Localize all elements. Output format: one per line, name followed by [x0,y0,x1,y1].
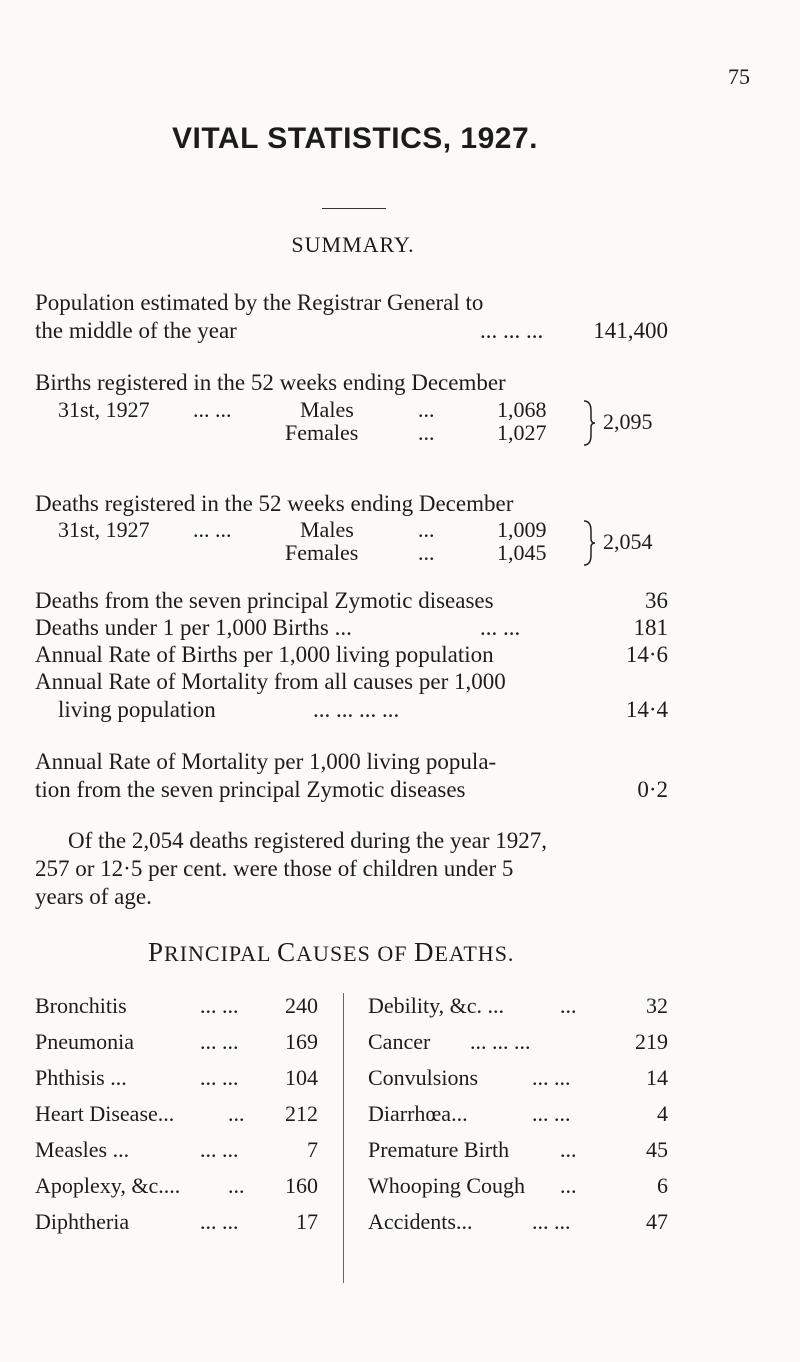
deaths-males-label: Males [300,517,354,542]
births-males-label: Males [300,397,354,422]
births-total: 2,095 [603,409,653,434]
births-line1: Births registered in the 52 weeks ending December [35,370,506,395]
cause-left-name: Bronchitis [35,993,127,1018]
births-dots: ... ... [193,397,232,422]
stat-birth-rate-label: Annual Rate of Births per 1,000 living population [35,642,494,667]
births-females-label: Females [285,420,359,445]
page-title: VITAL STATISTICS, 1927. [171,122,539,155]
cause-left-value: 104 [285,1065,318,1090]
cause-left-name: Phthisis ... [35,1065,127,1090]
births-date: 31st, 1927 [58,397,150,422]
cause-left-name: Pneumonia [35,1029,134,1054]
deaths-line1: Deaths registered in the 52 weeks ending December [35,491,514,516]
stat-mortality-rate-value: 14·4 [625,697,668,722]
cause-right-name: Debility, &c. ... [368,993,505,1018]
deaths-date: 31st, 1927 [58,517,150,542]
deaths-females-label: Females [285,540,359,565]
deaths-males-dots: ... [418,517,435,542]
cause-left-value: 240 [285,993,318,1018]
cause-right-dots: ... ... [532,1065,571,1090]
births-males-dots: ... [418,397,435,422]
cause-left-dots: ... ... [200,1209,239,1234]
cause-left-dots: ... ... [200,1029,239,1054]
deaths-dots: ... ... [193,517,232,542]
cause-right-name: Convulsions [368,1065,479,1090]
cause-right-dots: ... [560,1173,577,1198]
stat-infant-deaths-value: 181 [633,615,668,640]
stat-zymotic-deaths-label: Deaths from the seven principal Zymotic diseases [35,588,494,613]
cause-right-name: Accidents... [368,1209,473,1234]
cause-left-value: 17 [296,1209,318,1234]
cause-right-name: Whooping Cough [368,1173,526,1198]
cause-right-name: Diarrhœa... [368,1101,468,1126]
deaths-females-value: 1,045 [497,540,547,565]
cause-right-value: 32 [646,993,668,1018]
deaths-males-value: 1,009 [497,517,547,542]
cause-left-name: Heart Disease... [35,1101,175,1126]
cause-left-dots: ... ... [200,993,239,1018]
births-brace [582,399,596,447]
cause-right-dots: ... ... ... [470,1029,531,1054]
stat-mortality-rate-label: Annual Rate of Mortality from all causes per 1,000 [35,669,506,694]
cause-left-value: 160 [285,1173,318,1198]
cause-right-value: 219 [635,1029,668,1054]
title-rule [322,208,386,209]
stat-infant-deaths-dots: ... ... [480,615,521,640]
cause-right-value: 47 [646,1209,668,1234]
paragraph-line3: years of age. [35,884,152,909]
stat-zymotic-rate-label2: tion from the seven principal Zymotic diseases [35,777,466,802]
stat-zymotic-rate-label: Annual Rate of Mortality per 1,000 living popula- [35,749,497,774]
paragraph-line2: 257 or 12·5 per cent. were those of children under 5 [35,856,514,881]
cause-right-value: 14 [646,1065,668,1090]
births-females-dots: ... [418,420,435,445]
stat-infant-deaths-label: Deaths under 1 per 1,000 Births ... [35,615,352,640]
cause-right-value: 4 [657,1101,668,1126]
cause-left-dots: ... [228,1173,245,1198]
cause-left-name: Apoplexy, &c.... [35,1173,181,1198]
cause-right-value: 6 [657,1173,668,1198]
births-males-value: 1,068 [497,397,547,422]
cause-left-dots: ... ... [200,1065,239,1090]
births-females-value: 1,027 [497,420,547,445]
cause-left-value: 169 [285,1029,318,1054]
stat-mortality-rate-label2: living population [58,697,216,722]
stat-zymotic-rate-value: 0·2 [637,777,668,802]
cause-right-dots: ... [560,1137,577,1162]
cause-right-dots: ... ... [532,1101,571,1126]
stat-birth-rate-value: 14·6 [625,642,668,667]
cause-right-name: Premature Birth [368,1137,510,1162]
cause-left-value: 7 [307,1137,318,1162]
cause-left-dots: ... ... [200,1137,239,1162]
cause-right-value: 45 [646,1137,668,1162]
deaths-brace [582,519,596,567]
stat-mortality-rate-dots: ... ... ... ... [313,697,400,722]
cause-left-name: Diphtheria [35,1209,130,1234]
cause-right-name: Cancer [368,1029,431,1054]
population-line1: Population estimated by the Registrar General to [35,290,484,315]
cause-right-dots: ... ... [532,1209,571,1234]
population-dots: ... ... ... [480,318,544,343]
deaths-total: 2,054 [603,529,653,554]
page-number: 75 [728,64,750,89]
summary-heading: SUMMARY. [291,232,415,257]
cause-left-name: Measles ... [35,1137,130,1162]
causes-heading: PRINCIPAL CAUSES OF DEATHS. [148,937,515,967]
stat-zymotic-deaths-value: 36 [645,588,668,613]
causes-column-divider [343,993,344,1283]
population-line2: the middle of the year [35,318,237,343]
cause-right-dots: ... [560,993,577,1018]
cause-left-dots: ... [228,1101,245,1126]
paragraph-line1: Of the 2,054 deaths registered during the year 1927, [68,828,548,853]
cause-left-value: 212 [285,1101,318,1126]
deaths-females-dots: ... [418,540,435,565]
population-value: 141,400 [593,318,668,343]
